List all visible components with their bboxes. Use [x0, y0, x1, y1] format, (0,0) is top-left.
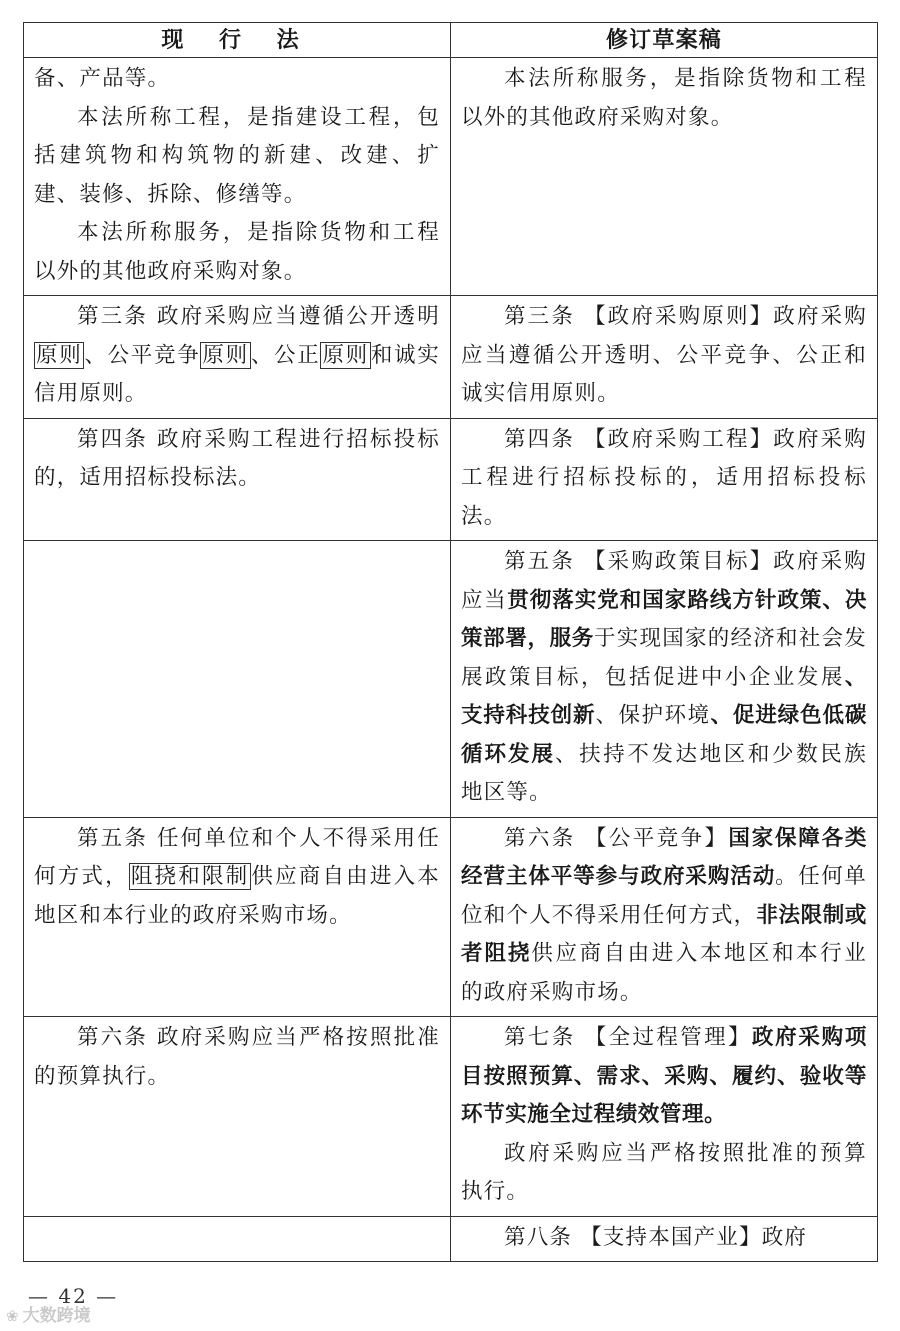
table-row [24, 58, 878, 296]
draft-cell [451, 296, 878, 419]
draft-cell [451, 1216, 878, 1262]
text-segment: 于实现国家的经济和社会发展政策目标，包括促进中小企业发展 [461, 626, 867, 690]
header-draft: 修订草案稿 [451, 23, 878, 58]
paragraph [461, 543, 867, 813]
text-segment: 供应商自由进入本地区和本行业的政府采购市场。 [34, 864, 440, 928]
current-law-cell [24, 418, 451, 541]
text-segment: 、公平竞争 [84, 342, 201, 368]
paragraph: 政府采购应当严格按照批准的预算执行。 [461, 1140, 867, 1204]
text-segment: 、扶持不发达地区和少数民族地区等。 [461, 741, 867, 805]
draft-cell [451, 817, 878, 1017]
draft-cell [451, 541, 878, 818]
paragraph [34, 298, 440, 414]
paragraph: 第六条 政府采购应当严格按照批准的预算执行。 [34, 1025, 440, 1089]
current-law-cell [24, 58, 451, 296]
table-row [24, 541, 878, 818]
bold-text: 、促进绿色低碳循环发展 [461, 703, 867, 767]
page-number: — 42 — [28, 1284, 119, 1308]
table-row [24, 418, 878, 541]
text-segment: 、保护环境 [595, 703, 711, 728]
bold-text: 非法限制或者阻挠 [461, 902, 867, 966]
bold-text: 、支持科技创新 [461, 664, 867, 728]
paragraph: 本法所称服务，是指除货物和工程以外的其他政府采购对象。 [461, 66, 867, 130]
table-row [24, 1216, 878, 1262]
text-segment: 第五条 【采购政策目标】政府采购应当 [461, 549, 867, 613]
bold-text: 贯彻落实党和国家路线方针政策、决策部署，服务 [461, 587, 867, 651]
text-segment: 第五条 任何单位和个人不得采用任何方式， [34, 825, 440, 889]
paragraph: 第四条 【政府采购工程】政府采购工程进行招标投标的，适用招标投标法。 [461, 426, 867, 529]
current-law-cell-empty [24, 1216, 451, 1262]
paragraph: 第三条 【政府采购原则】政府采购应当遵循公开透明、公平竞争、公正和诚实信用原则。 [461, 304, 867, 406]
boxed-text: 原则 [202, 342, 249, 368]
bold-text: 国家保障各类经营主体平等参与政府采购活动 [461, 825, 867, 889]
text-segment: 第三条 政府采购应当遵循公开透明 [77, 304, 440, 329]
current-law-cell [24, 817, 451, 1017]
boxed-text: 原则 [36, 342, 83, 368]
paragraph [461, 820, 867, 1013]
text-segment: 、公正 [250, 342, 321, 368]
draft-cell [451, 58, 878, 296]
draft-cell [451, 1017, 878, 1217]
boxed-text: 阻挠和限制 [130, 864, 250, 889]
paragraph [34, 820, 440, 936]
boxed-text: 原则 [322, 342, 369, 368]
current-law-cell [24, 1017, 451, 1217]
comparison-table [23, 22, 878, 1262]
paragraph: 备、产品等。 [34, 66, 171, 91]
paragraph: 第八条 【支持本国产业】政府 [504, 1224, 808, 1250]
table-row [24, 1017, 878, 1217]
text-segment: 。任何单位和个人不得采用任何方式， [461, 864, 867, 928]
text-segment: 第六条 【公平竞争】 [504, 825, 729, 851]
table-row [24, 296, 878, 419]
draft-cell [451, 418, 878, 541]
table-header-row [24, 23, 878, 58]
paragraph: 本法所称服务，是指除货物和工程以外的其他政府采购对象。 [34, 220, 440, 284]
paragraph: 本法所称工程，是指建设工程，包括建筑物和构筑物的新建、改建、扩建、装修、拆除、修缮等。 [34, 104, 440, 207]
paragraph: 第四条 政府采购工程进行招标投标的，适用招标投标法。 [34, 426, 440, 490]
current-law-cell-empty [24, 541, 451, 818]
bold-text: 政府采购项目按照预算、需求、采购、履约、验收等环节实施全过程绩效管理。 [461, 1025, 867, 1127]
logo-mark-icon: ❀ [6, 1307, 19, 1325]
text-segment: 供应商自由进入本地区和本行业的政府采购市场。 [461, 941, 867, 1005]
header-current-law: 现 行 法 [24, 23, 451, 58]
watermark [6, 1301, 91, 1326]
text-segment: 第七条 【全过程管理】 [504, 1025, 752, 1050]
paragraph [461, 1019, 867, 1135]
watermark-text: 大数跨境 [22, 1306, 91, 1326]
text-segment: 和诚实信用原则。 [34, 342, 440, 406]
table-row [24, 817, 878, 1017]
current-law-cell [24, 296, 451, 419]
